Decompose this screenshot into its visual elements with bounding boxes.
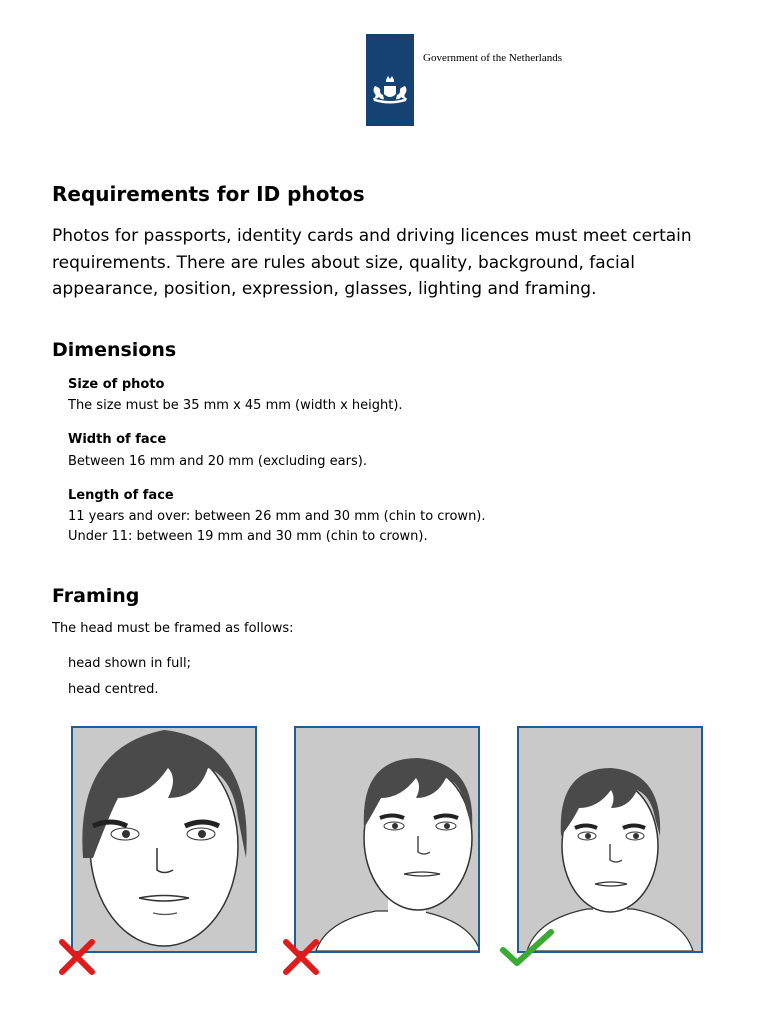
example-photo-correct	[517, 726, 703, 953]
framing-intro: The head must be framed as follows:	[52, 621, 294, 636]
cross-icon	[58, 938, 96, 976]
framing-rule: head centred.	[68, 682, 159, 697]
intro-paragraph: Photos for passports, identity cards and driving licences must meet certain requirements. There are rules about size, quality, background, facial appearance, position, expression, glasses, lighting and framing.	[52, 226, 692, 299]
item-label: Size of photo	[68, 377, 165, 392]
item-text: The size must be 35 mm x 45 mm (width x height).	[68, 397, 403, 413]
page-title: Requirements for ID photos	[52, 182, 365, 206]
framing-rule: head shown in full;	[68, 656, 191, 671]
size-of-photo-item	[68, 375, 403, 416]
length-of-face-item	[68, 486, 486, 548]
item-text: 11 years and over: between 26 mm and 30 mm (chin to crown).	[68, 508, 486, 524]
checkmark-icon	[500, 928, 554, 968]
item-text: Under 11: between 19 mm and 30 mm (chin to crown).	[68, 529, 428, 544]
item-label: Length of face	[68, 488, 174, 503]
width-of-face-item	[68, 430, 367, 472]
dimensions-heading: Dimensions	[52, 339, 177, 361]
government-name[interactable]: Government of the Netherlands	[423, 52, 562, 64]
cross-icon	[282, 938, 320, 976]
example-photo-not-centred	[294, 726, 480, 953]
government-logo[interactable]	[366, 34, 414, 126]
coat-of-arms-icon	[366, 34, 414, 126]
item-text: Between 16 mm and 20 mm (excluding ears).	[68, 453, 367, 469]
example-photo-too-large	[71, 726, 257, 953]
item-label: Width of face	[68, 432, 167, 447]
framing-heading: Framing	[52, 585, 140, 607]
